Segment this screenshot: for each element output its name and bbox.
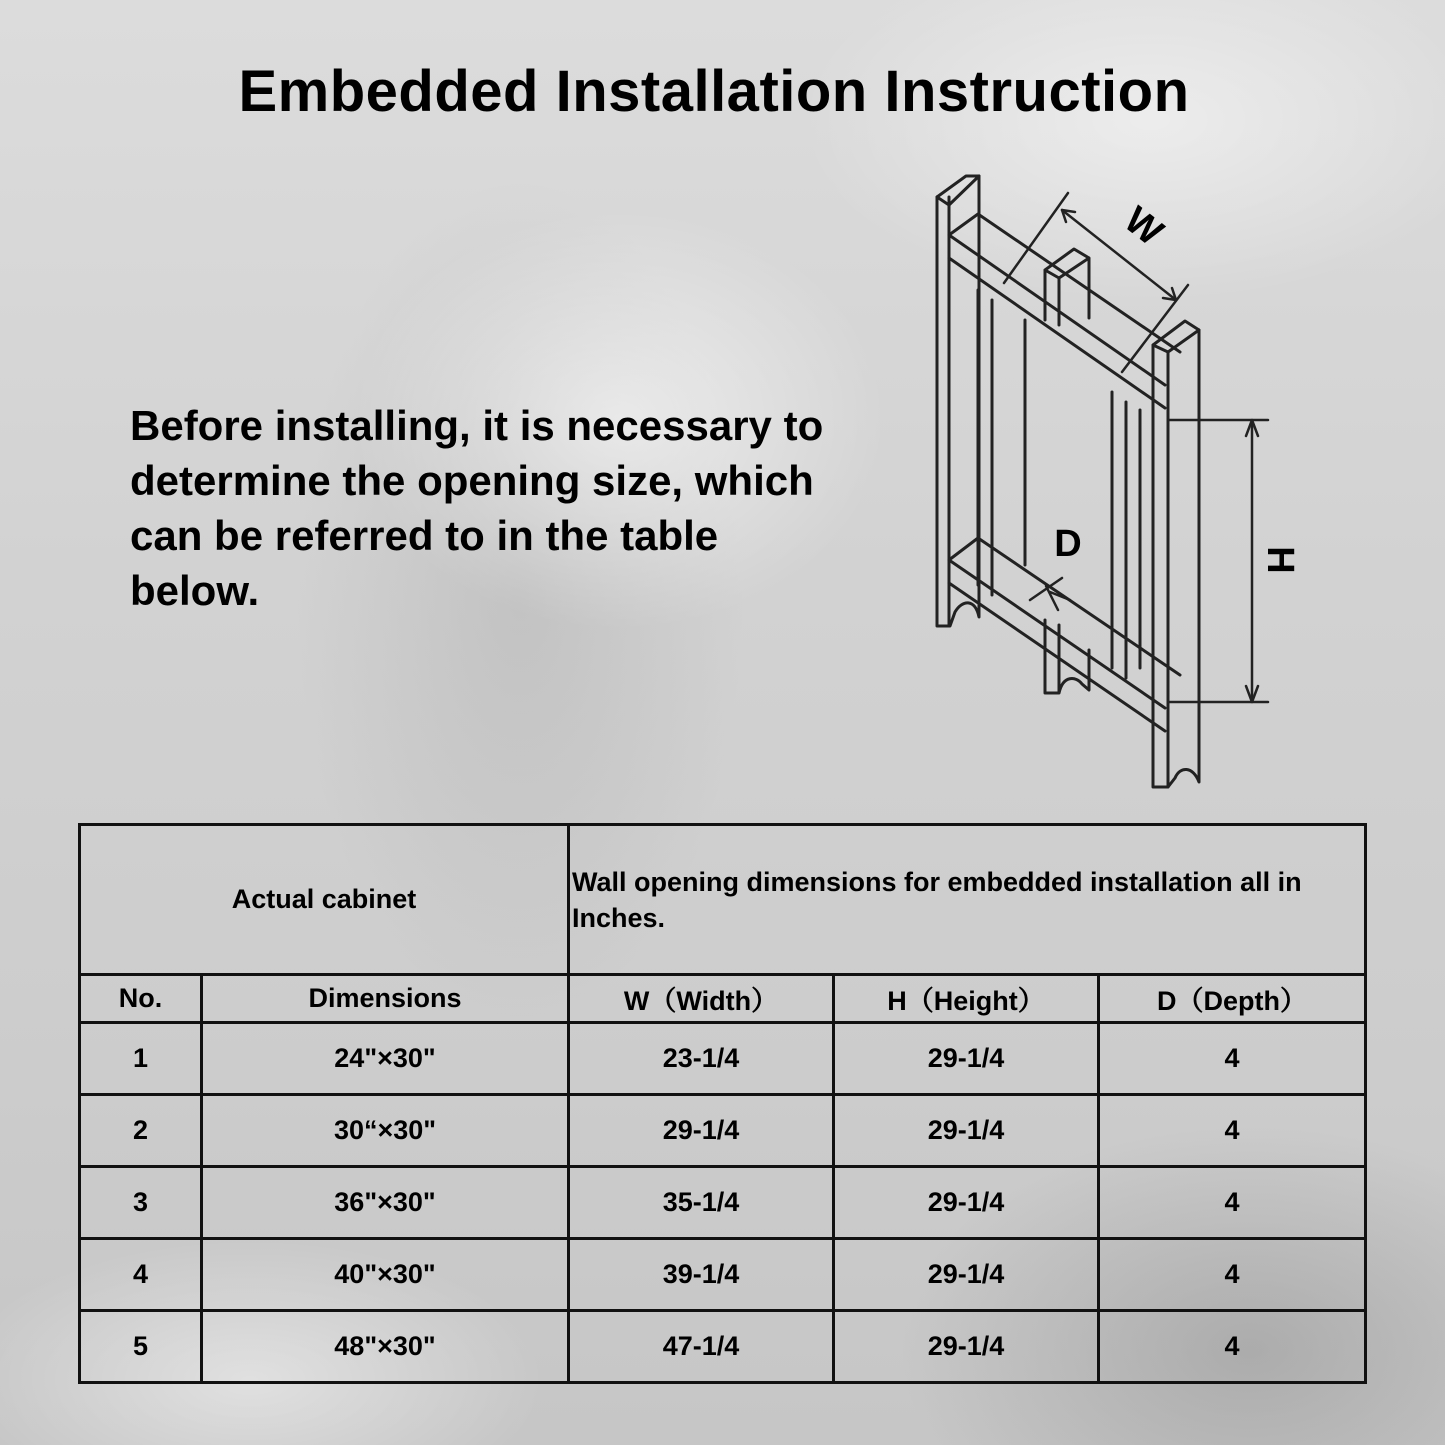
col-header-dimensions: Dimensions [202, 975, 569, 1023]
cell-width: 39-1/4 [569, 1239, 834, 1311]
col-header-height: H（Height） [834, 975, 1099, 1023]
cell-depth: 4 [1099, 1095, 1366, 1167]
table-group-header-row [80, 825, 1366, 975]
cell-width: 29-1/4 [569, 1095, 834, 1167]
cell-no: 1 [80, 1023, 202, 1095]
cell-depth: 4 [1099, 1239, 1366, 1311]
left-stud [937, 176, 979, 626]
cell-dimensions: 30“×30" [202, 1095, 569, 1167]
cell-dimensions: 48"×30" [202, 1311, 569, 1383]
wall-frame-diagram [920, 165, 1320, 795]
col-header-no: No. [80, 975, 202, 1023]
page-title: Embedded Installation Instruction [238, 59, 1190, 124]
cell-width: 35-1/4 [569, 1167, 834, 1239]
header-wall-opening: Wall opening dimensions for embedded installation all in Inches. [569, 825, 1366, 975]
intro-text: Before installing, it is necessary to determine the opening size, which can be referred to in the table below. [130, 402, 824, 614]
cell-height: 29-1/4 [834, 1167, 1099, 1239]
col-header-depth: D（Depth） [1099, 975, 1366, 1023]
table-row [80, 1095, 1366, 1167]
cell-height: 29-1/4 [834, 1023, 1099, 1095]
cell-dimensions: 24"×30" [202, 1023, 569, 1095]
table-row [80, 1239, 1366, 1311]
cell-dimensions: 36"×30" [202, 1167, 569, 1239]
cell-no: 4 [80, 1239, 202, 1311]
cell-no: 5 [80, 1311, 202, 1383]
bottom-sill [949, 538, 1180, 731]
cell-depth: 4 [1099, 1311, 1366, 1383]
cell-depth: 4 [1099, 1023, 1366, 1095]
cell-height: 29-1/4 [834, 1095, 1099, 1167]
cell-height: 29-1/4 [834, 1311, 1099, 1383]
opening-size-table [78, 823, 1367, 1384]
diagram-label-d: D [1054, 523, 1082, 565]
col-header-width: W（Width） [569, 975, 834, 1023]
diagram-label-h: H [1258, 546, 1301, 574]
table-column-header-row [80, 975, 1366, 1023]
header-actual-cabinet: Actual cabinet [80, 825, 569, 975]
cell-width: 23-1/4 [569, 1023, 834, 1095]
cell-depth: 4 [1099, 1167, 1366, 1239]
table-row [80, 1023, 1366, 1095]
table-row [80, 1311, 1366, 1383]
cell-width: 47-1/4 [569, 1311, 834, 1383]
cell-no: 3 [80, 1167, 202, 1239]
cell-no: 2 [80, 1095, 202, 1167]
right-stud [1153, 321, 1199, 787]
cell-height: 29-1/4 [834, 1239, 1099, 1311]
cell-dimensions: 40"×30" [202, 1239, 569, 1311]
diagram-label-w: W [1116, 198, 1171, 255]
table-row [80, 1167, 1366, 1239]
